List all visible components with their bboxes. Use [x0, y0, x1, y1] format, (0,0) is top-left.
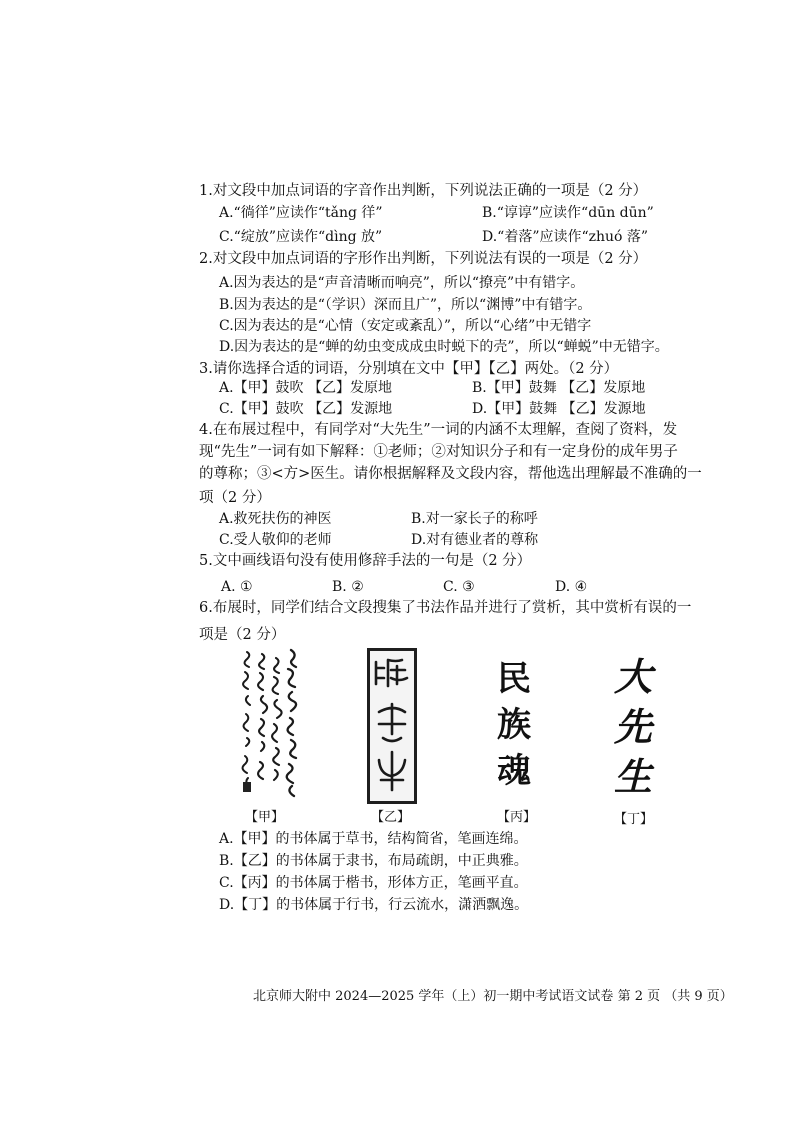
question-4-option-a: A.救死扶伤的神医 [219, 511, 332, 527]
question-6-option-b: B.【乙】的书体属于隶书，布局疏朗，中正典雅。 [219, 853, 528, 869]
question-4-option-c: C.受人敬仰的老师 [219, 532, 332, 548]
question-4-option-d: D.对有德业者的尊称 [411, 532, 539, 548]
question-5-option-a: A. ① [221, 579, 253, 595]
question-2-option-a: A.因为表达的是“声音清晰而响亮”，所以“撩亮”中有错字。 [219, 275, 585, 291]
question-5-option-d: D. ④ [555, 579, 588, 595]
calligraphy-ding-char-2: 先 [613, 705, 652, 749]
question-1-option-c: C.“绽放”应读作“dìng 放” [219, 229, 383, 245]
caption-bing: 【丙】 [497, 810, 537, 825]
question-6-option-a: A.【甲】的书体属于草书，结构简省，笔画连绵。 [219, 831, 528, 847]
question-3-option-b: B.【甲】鼓舞 【乙】发原地 [472, 380, 646, 396]
question-1-option-a: A.“徜徉”应读作“tǎng 徉” [219, 205, 383, 221]
calligraphy-yi-seal-image [367, 648, 417, 804]
question-4-line-4: 项（2 分） [199, 490, 271, 506]
question-6-option-d: D.【丁】的书体属于行书，行云流水，潇洒飘逸。 [219, 897, 529, 913]
calligraphy-ding-char-3: 生 [613, 755, 652, 799]
calligraphy-ding-running [609, 652, 657, 802]
question-4-line-2: 现“先生”一词有如下解释：①老师；②对知识分子和有一定身份的成年男子 [199, 444, 678, 460]
question-6-option-c: C.【丙】的书体属于楷书，形体方正，笔画平直。 [219, 875, 528, 891]
question-1-option-b: B.“谆谆”应读作“dūn dūn” [482, 205, 654, 221]
question-4-line-1: 4.在布展过程中，有同学对“大先生”一词的内涵不太理解，查阅了资料，发 [199, 422, 678, 438]
question-3-stem: 3.请你选择合适的词语，分别填在文中【甲】【乙】两处。（2 分） [199, 361, 619, 377]
caption-jia: 【甲】 [245, 810, 285, 825]
question-1-stem: 1.对文段中加点词语的字音作出判断，下列说法正确的一项是（2 分） [199, 183, 648, 199]
question-4-line-3: 的尊称；③<方>医生。请你根据解释及文段内容，帮他选出理解最不准确的一 [199, 466, 702, 482]
caption-ding: 【丁】 [614, 812, 654, 827]
caption-yi: 【乙】 [371, 810, 411, 825]
question-2-option-d: D.因为表达的是“蝉的幼虫变成成虫时蜕下的壳”，所以“蝉蜕”中无错字。 [219, 339, 669, 355]
question-3-option-a: A.【甲】鼓吹 【乙】发原地 [219, 380, 393, 396]
question-5-option-b: B. ② [332, 579, 364, 595]
question-5-option-c: C. ③ [443, 579, 475, 595]
calligraphy-bing-char-3: 魂 [497, 751, 531, 791]
question-6-line-1: 6.布展时，同学们结合文段搜集了书法作品并进行了赏析，其中赏析有误的一 [199, 600, 692, 616]
question-3-option-c: C.【甲】鼓吹 【乙】发源地 [219, 401, 393, 417]
question-2-option-c: C.因为表达的是“心情（安定或紊乱）”，所以“心绪”中无错字 [219, 318, 592, 334]
question-1-option-d: D.“着落”应读作“zhuó 落” [482, 229, 649, 245]
question-2-option-b: B.因为表达的是“（学识）深而且广”，所以“渊博”中有错字。 [219, 297, 592, 313]
question-4-option-b: B.对一家长子的称呼 [411, 511, 538, 527]
calligraphy-bing-regular [492, 656, 536, 794]
question-6-line-2: 项是（2 分） [199, 627, 286, 643]
calligraphy-jia-cursive-image [236, 644, 308, 804]
question-5-stem: 5.文中画线语句没有使用修辞手法的一句是（2 分） [199, 553, 532, 569]
question-2-stem: 2.对文段中加点词语的字形作出判断，下列说法有误的一项是（2 分） [199, 251, 648, 267]
calligraphy-bing-char-2: 族 [497, 705, 531, 745]
calligraphy-ding-char-1: 大 [613, 655, 652, 699]
calligraphy-bing-char-1: 民 [497, 659, 531, 699]
page-footer: 北京师大附中 2024—2025 学年（上）初一期中考试语文试卷 第 2 页 （共 9 页） [253, 989, 733, 1004]
question-3-option-d: D.【甲】鼓舞 【乙】发源地 [472, 401, 646, 417]
